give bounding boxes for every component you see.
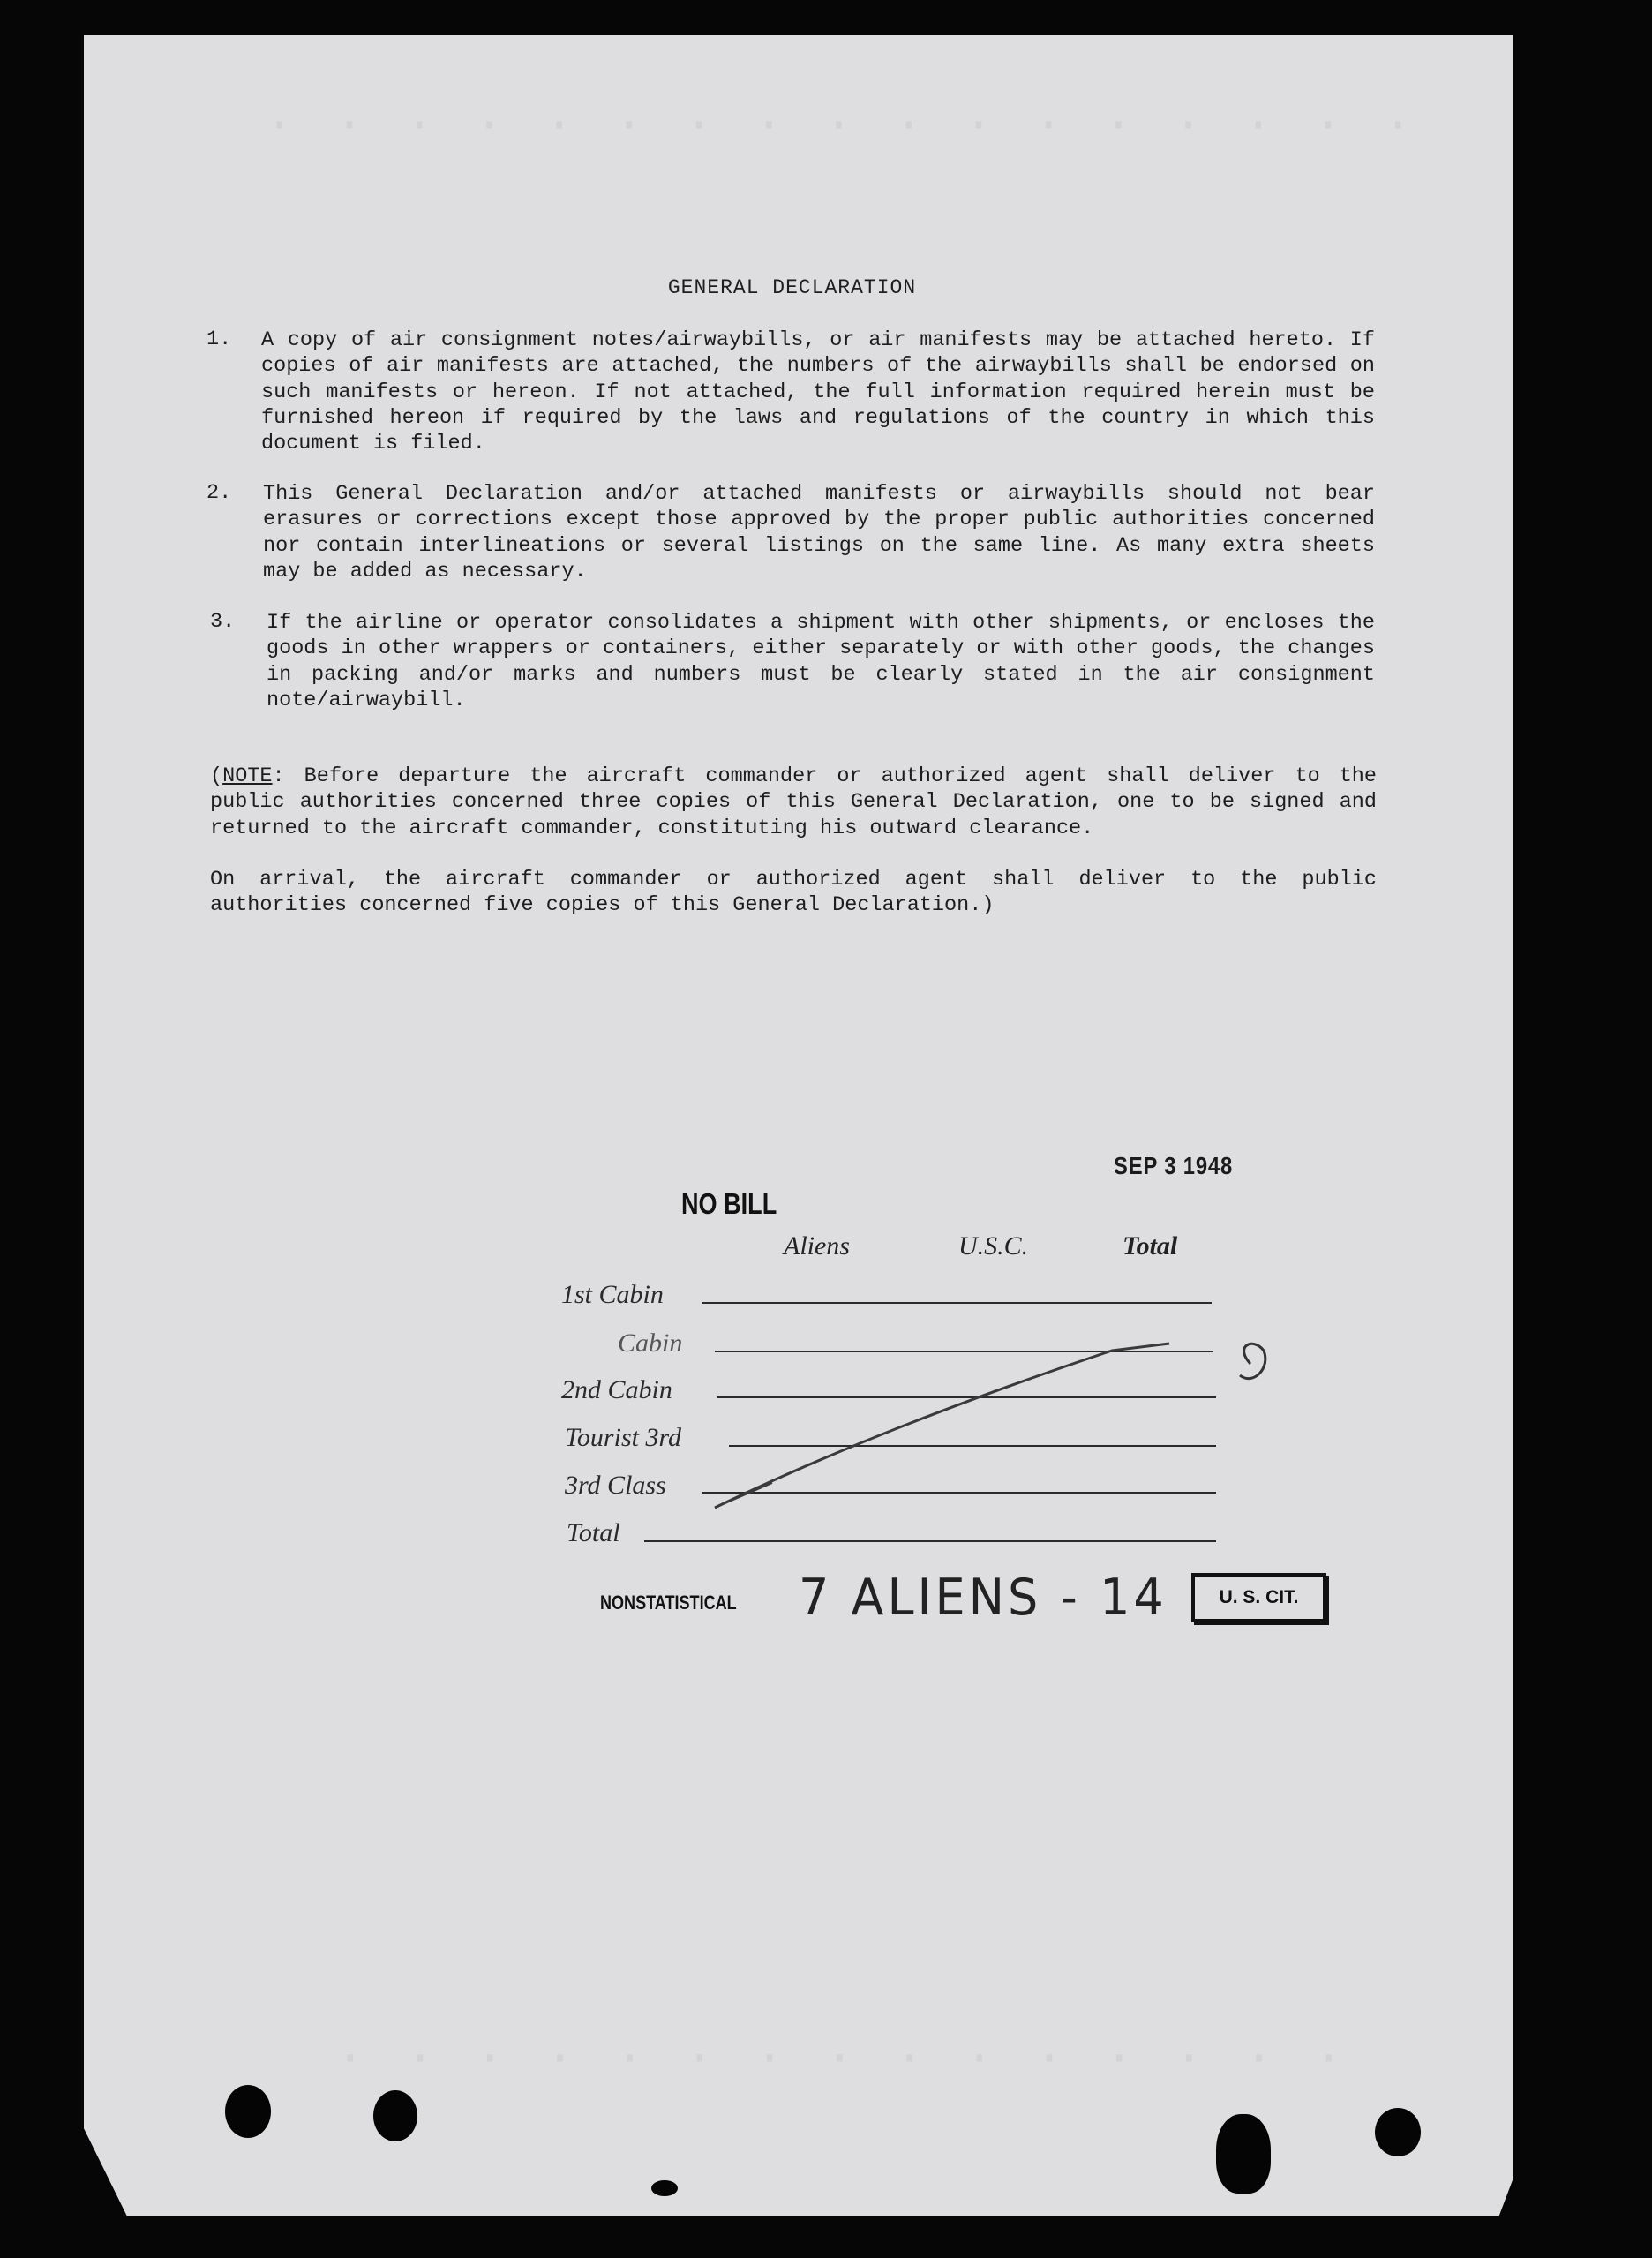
handwritten-note: 7 ALIENS - 14: [799, 1568, 1168, 1627]
row-label-3rd-class: 3rd Class: [565, 1471, 666, 1500]
punch-hole: [225, 2085, 271, 2138]
item-number: 3.: [210, 610, 236, 634]
document-title: GENERAL DECLARATION: [667, 276, 917, 299]
note-prefix: (: [210, 764, 223, 788]
punch-hole: [373, 2090, 417, 2141]
punch-hole: [651, 2180, 678, 2196]
pencil-strike-mark: [688, 1324, 1271, 1554]
nonstatistical-stamp: NONSTATISTICAL: [600, 1592, 737, 1614]
punch-hole: [1216, 2114, 1271, 2194]
arrival-paragraph: On arrival, the aircraft commander or authorized agent shall deliver to the public authorities concerned five copies of this General Declaration.): [210, 868, 1377, 918]
row-label-2nd-cabin: 2nd Cabin: [561, 1375, 672, 1404]
item-text: A copy of air consignment notes/airwaybills, or air manifests may be attached hereto. If copies of air manifests are attached, the numbers of the airwaybills shall be endorsed on such manifests or hereon. If not attached, the full information required herein must be furnished hereon if required by the laws and regulations of the country in which this document is filed.: [261, 328, 1375, 456]
row-label-1st-cabin: 1st Cabin: [561, 1280, 664, 1309]
note-paragraph: [210, 764, 1377, 841]
punch-hole: [1375, 2108, 1421, 2156]
bleed-through-text: · · · · · · · · · · · · · · · · ·: [265, 97, 1418, 154]
column-header-usc: U.S.C.: [958, 1231, 1029, 1261]
us-cit-stamp: U. S. CIT.: [1191, 1573, 1326, 1622]
row-label-tourist-3rd: Tourist 3rd: [565, 1423, 682, 1452]
item-text: This General Declaration and/or attached manifests or airwaybills should not bear erasures or corrections except those approved by the proper public authorities concerned nor contain interlineations or several listings on the same line. As many extra sheets may be added as necessary.: [263, 482, 1375, 583]
note-text: : Before departure the aircraft commander or authorized agent shall deliver to the public authorities concerned three copies of this General Declaration, one to be signed and returned to the aircraft commander, constituting his outward clearance.: [210, 764, 1377, 840]
item-number: 1.: [206, 327, 232, 351]
item-number: 2.: [206, 481, 232, 505]
no-bill-stamp: NO BILL: [681, 1187, 777, 1220]
row-label-cabin: Cabin: [618, 1328, 683, 1358]
row-rule: [702, 1302, 1212, 1304]
column-header-total: Total: [1123, 1231, 1178, 1261]
column-header-aliens: Aliens: [784, 1231, 850, 1261]
item-text: If the airline or operator consolidates a shipment with other shipments, or encloses the goods in other wrappers or containers, either separately or with other goods, the changes in packing and/or marks and numbers must be clearly stated in the air consignment note/airwaybill.: [267, 611, 1375, 712]
row-label-total: Total: [567, 1518, 620, 1547]
note-label: NOTE: [222, 764, 273, 788]
bleed-through-text: · · · · · · · · · · · · · · ·: [335, 2030, 1349, 2087]
date-stamp: SEP 3 1948: [1114, 1152, 1234, 1179]
